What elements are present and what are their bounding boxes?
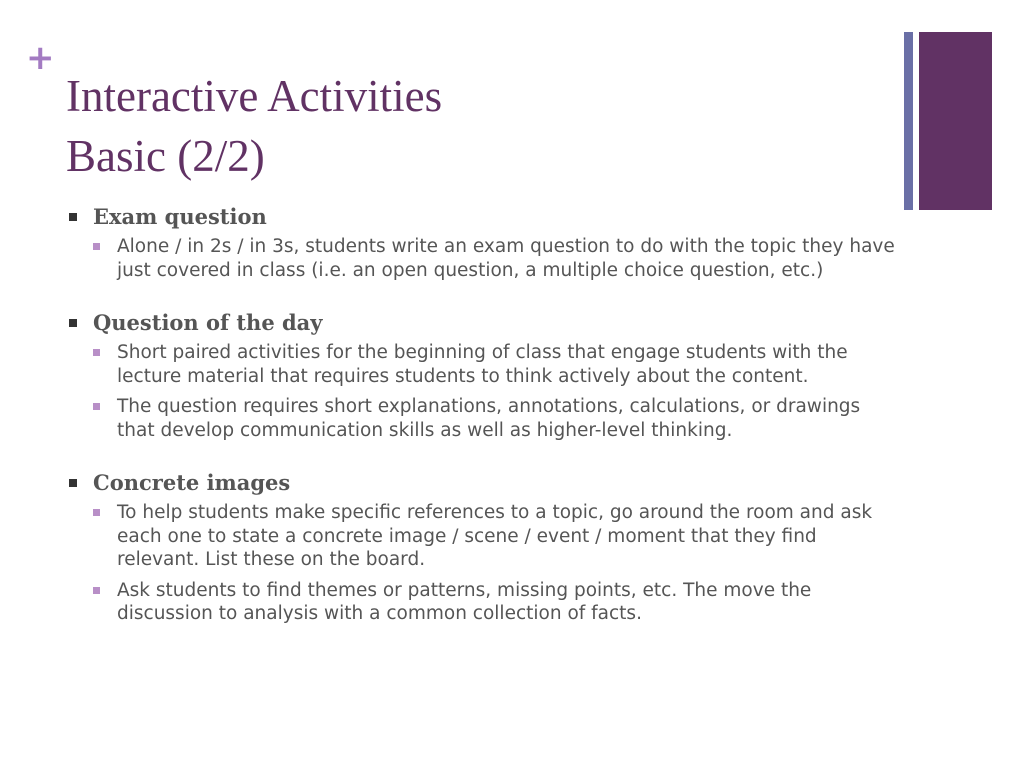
square-bullet-icon	[93, 403, 100, 410]
sub-bullet-text: To help students make specific references to a topic, go around the room and ask each one to state a concrete image / scene / event / moment that they find relevant. List these on the board.	[117, 502, 873, 570]
accent-bar-thick	[919, 32, 992, 210]
sub-bullet-text: Short paired activities for the beginning of class that engage students with the lecture material that requires students to think actively about the content.	[117, 342, 848, 387]
accent-bar-thin	[904, 32, 913, 210]
section-exam-question	[66, 202, 896, 282]
sub-bullet	[93, 501, 896, 572]
square-bullet-icon	[93, 243, 100, 250]
square-bullet-icon	[93, 349, 100, 356]
title-line-2: Basic (2/2)	[66, 131, 265, 181]
heading-text: Concrete images	[93, 470, 291, 495]
sub-bullet	[93, 235, 896, 282]
sub-bullet-text: Alone / in 2s / in 3s, students write an exam question to do with the topic they have just covered in class (i.e. an open question, a multiple choice question, etc.)	[117, 236, 895, 281]
square-bullet-icon	[69, 213, 77, 221]
square-bullet-icon	[69, 479, 77, 487]
slide-title	[66, 66, 886, 186]
section-question-of-the-day	[66, 308, 896, 442]
sub-bullet-text: The question requires short explanations, annotations, calculations, or drawings that develop communication skills as well as higher-level thinking.	[117, 396, 861, 441]
bullet-heading	[66, 308, 896, 338]
sub-bullet	[93, 579, 896, 626]
square-bullet-icon	[93, 509, 100, 516]
heading-text: Question of the day	[93, 310, 323, 335]
sub-bullet	[93, 341, 896, 388]
bullet-content	[66, 202, 896, 626]
sub-bullet	[93, 395, 896, 442]
bullet-heading	[66, 468, 896, 498]
title-line-1: Interactive Activities	[66, 71, 443, 121]
heading-text: Exam question	[93, 204, 267, 229]
sub-bullet-text: Ask students to find themes or patterns, missing points, etc. The move the discussion to analysis with a common collection of facts.	[117, 579, 812, 624]
square-bullet-icon	[93, 587, 100, 594]
plus-icon: +	[26, 38, 55, 78]
section-concrete-images	[66, 468, 896, 626]
square-bullet-icon	[69, 319, 77, 327]
bullet-heading	[66, 202, 896, 232]
